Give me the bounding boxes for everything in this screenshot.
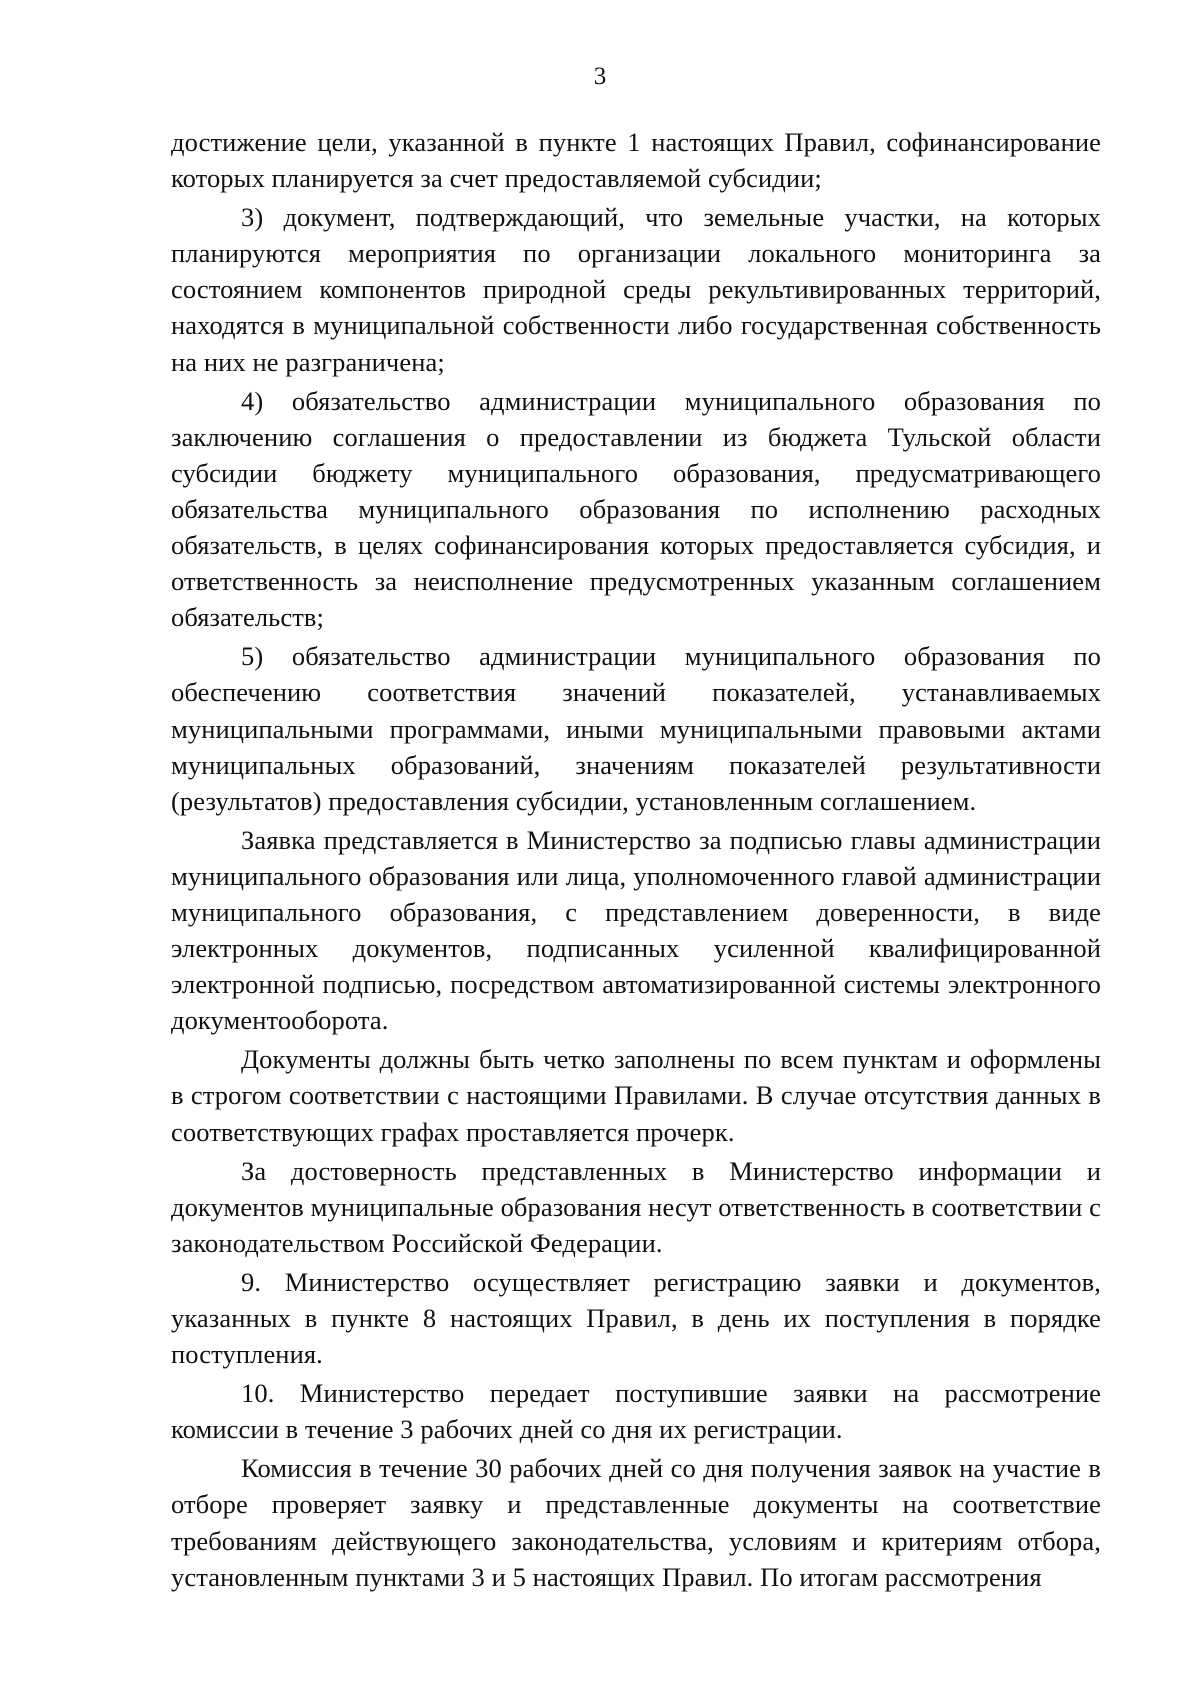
paragraph-item-5: 5) обязательство администрации муниципального образования по обеспечению соответствия значений показателей, устанавливаемых муниципальными программами, иными муниципальными правовыми актами муниципальных образований, значениям показателей результативности (результатов) предоставления субсидии, установленным соглашением. [171, 641, 1101, 816]
paragraph-responsibility: За достоверность представленных в Министерство информации и документов муниципальные образования несут ответственность в соответствии с законодательством Российской Федерации. [171, 1155, 1102, 1258]
paragraph-item-4: 4) обязательство администрации муниципального образования по заключению соглашения о предоставлении из бюджета Тульской области субсидии бюджету муниципального образования, предусматривающего обязательства муниципального образования по исполнению расходных обязательств, в целях софинансирования которых предоставляется субсидия, и ответственность за неисполнение предусмотренных указанным соглашением обязательств; [171, 385, 1101, 633]
paragraph-commission: Комиссия в течение 30 рабочих дней со дня получения заявок на участие в отборе проверяет заявку и представленные документы на соответствие требованиям действующего законодательства, условиям и критериям отбора, установленным пунктами 3 и 5 настоящих Правил. По итогам рассмотрения [171, 1453, 1101, 1592]
paragraph-item-3: 3) документ, подтверждающий, что земельные участки, на которых планируются мероприятия по организации локального мониторинга за состоянием компонентов природной среды рекультивированных территорий, находятся в муниципальной собственности либо государственная собственность на них не разграничена; [171, 202, 1101, 377]
page-number: 3 [593, 63, 607, 90]
document-body [171, 124, 1101, 1595]
paragraph-item-9: 9. Министерство осуществляет регистрацию заявки и документов, указанных в пункте 8 настоящих Правил, в день их поступления в порядке поступления. [171, 1266, 1101, 1370]
paragraph-continuation: достижение цели, указанной в пункте 1 настоящих Правил, софинансирование которых планируется за счет предоставляемой субсидии; [171, 127, 1101, 194]
paragraph-application-submission: Заявка представляется в Министерство за подписью главы администрации муниципального образования или лица, уполномоченного главой администрации муниципального образования, с представлением доверенности, в виде электронных документов, подписанных усиленной квалифицированной электронной подписью, посредством автоматизированной системы электронного документооборота. [171, 824, 1101, 1036]
paragraph-documents-requirements: Документы должны быть четко заполнены по всем пунктам и оформлены в строгом соответствии с настоящими Правилами. В случае отсутствия данных в соответствующих графах проставляется прочерк. [171, 1044, 1101, 1147]
paragraph-item-10: 10. Министерство передает поступившие заявки на рассмотрение комиссии в течение 3 рабочих дней со дня их регистрации. [171, 1378, 1101, 1445]
